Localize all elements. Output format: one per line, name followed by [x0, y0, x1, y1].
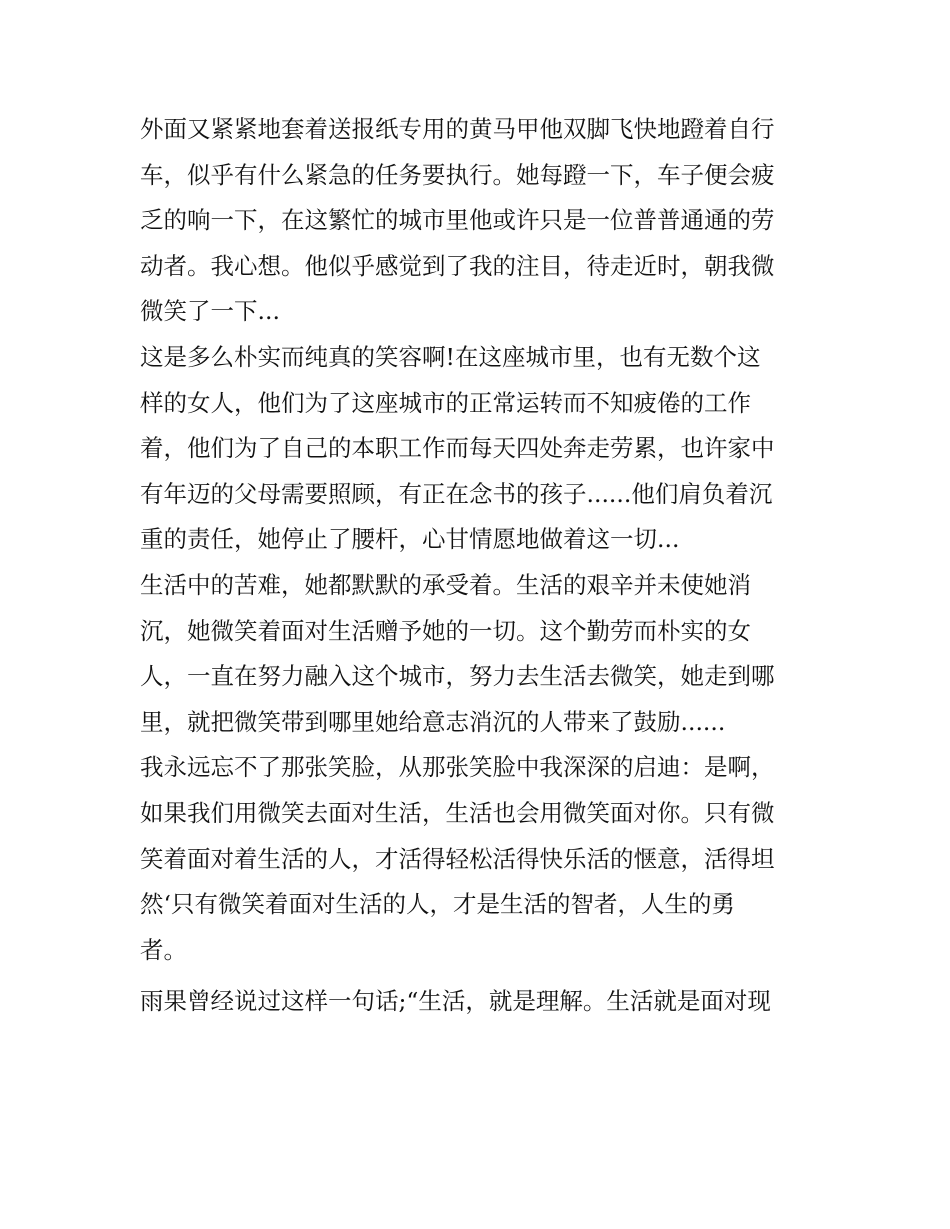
- text-line: 着，他们为了自己的本职工作而每天四处奔走劳累，也许家中: [140, 434, 775, 463]
- text-line: 我永远忘不了那张笑脸，从那张笑脸中我深深的启迪：是啊，: [140, 753, 775, 782]
- text-line: 样的女人，他们为了这座城市的正常运转而不知疲倦的工作: [140, 388, 751, 417]
- text-line: 如果我们用微笑去面对生活，生活也会用微笑面对你。只有微: [140, 798, 775, 827]
- text-line: 沉，她微笑着面对生活赠予她的一切。这个勤劳而朴实的女: [140, 616, 751, 645]
- paragraph-4: [140, 745, 820, 973]
- text-line: 生活中的苦难，她都默默的承受着。生活的艰辛并未使她消: [140, 570, 751, 599]
- body-text: [140, 107, 820, 1025]
- text-line: 笑着面对着生活的人，才活得轻松活得快乐活的惬意，活得坦: [140, 844, 775, 873]
- text-line: 外面又紧紧地套着送报纸专用的黄马甲他双脚飞快地蹬着自行: [140, 115, 775, 143]
- text-line: 然‘只有微笑着面对生活的人，才是生活的智者，人生的勇: [140, 890, 735, 919]
- text-line: 微笑了一下...: [140, 297, 280, 326]
- text-line: 人，一直在努力融入这个城市，努力去生活去微笑，她走到哪: [140, 662, 775, 691]
- text-line: 这是多么朴实而纯真的笑容啊!在这座城市里，也有无数个这: [140, 342, 761, 371]
- text-line: 乏的响一下，在这繁忙的城市里他或许只是一位普普通通的劳: [140, 206, 775, 235]
- text-line: 重的责任，她停止了腰杆，心甘情愿地做着这一切...: [140, 525, 680, 554]
- paragraph-3: [140, 563, 820, 745]
- paragraph-5: [140, 979, 820, 1025]
- text-line: 有年迈的父母需要照顾，有正在念书的孩子......他们肩负着沉: [140, 479, 773, 508]
- text-line: 车，似乎有什么紧急的任务要执行。她每蹬一下，车子便会疲: [140, 160, 775, 189]
- text-line: 雨果曾经说过这样一句话;“生活，就是理解。生活就是面对现: [140, 987, 771, 1016]
- text-line: 者。: [140, 935, 187, 964]
- text-line: 动者。我心想。他似乎感觉到了我的注目，待走近时，朝我微: [140, 251, 775, 280]
- text-line: 里，就把微笑带到哪里她给意志消沉的人带来了鼓励......: [140, 707, 726, 736]
- paragraph-2: [140, 335, 820, 563]
- paragraph-1: [140, 107, 820, 335]
